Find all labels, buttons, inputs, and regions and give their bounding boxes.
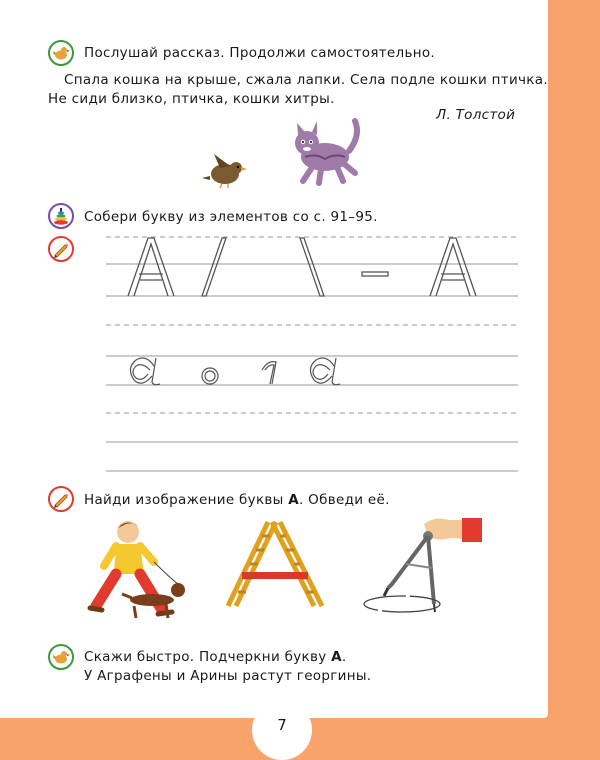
print-letter-elements (106, 230, 518, 310)
bird-icon (48, 644, 74, 670)
bird-icon (48, 40, 74, 66)
compass-hand-illustration (358, 512, 488, 624)
section2-instruction: Собери букву из элементов со с. 91–95. (84, 209, 378, 225)
page-number: 7 (277, 716, 287, 734)
pencil-icon (48, 486, 74, 512)
cat-illustration (285, 115, 365, 187)
section1-instruction: Послушай рассказ. Продолжи самостоятельно. (84, 45, 435, 61)
cursive-letter-elements (106, 340, 518, 400)
story-author: Л. Толстой (436, 107, 516, 123)
bird-illustration (200, 150, 250, 190)
section3-instruction: Найди изображение буквы А. Обведи её. (84, 492, 390, 508)
ladder-frame-illustration (218, 518, 330, 610)
story-line-2: Не сиди близко, птичка, кошки хитры. (48, 91, 335, 107)
pyramid-toy-icon (48, 203, 74, 229)
boy-with-dog-illustration (82, 518, 194, 622)
section4-instruction: Скажи быстро. Подчеркни букву А. (84, 649, 347, 665)
tongue-twister: У Аграфены и Арины растут георгины. (84, 668, 372, 684)
story-line-1: Спала кошка на крыше, сжала лапки. Села подле кошки птичка. (64, 72, 548, 88)
pencil-icon (48, 236, 74, 262)
